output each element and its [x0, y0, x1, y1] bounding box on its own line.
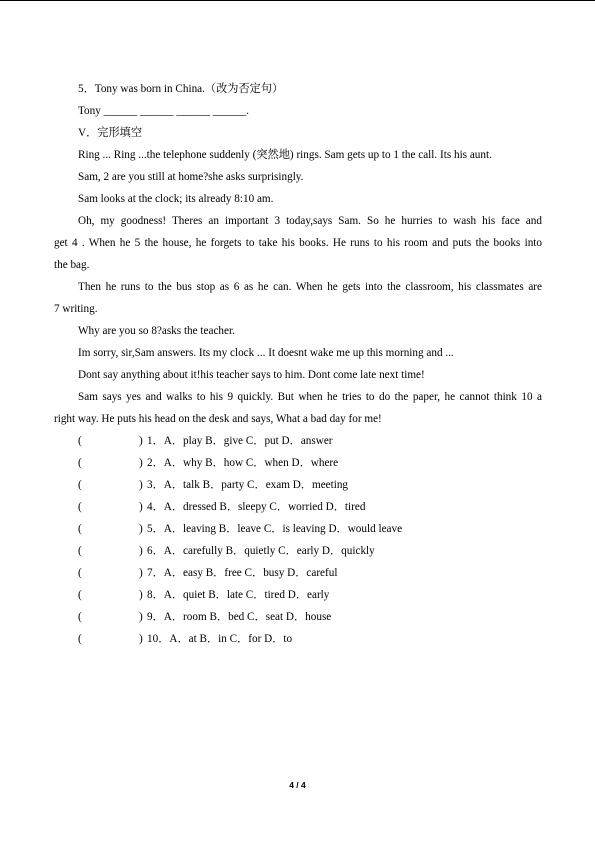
- answer-bracket-close: ): [139, 545, 143, 557]
- passage-line: get 4 . When he 5 the house, he forgets to take his books. He runs to his room and puts the books into: [54, 237, 542, 249]
- option-text: 4．A．dressed B．sleepy C．worried D．tired: [147, 501, 366, 513]
- top-rule: [0, 0, 595, 1]
- passage-line: Why are you so 8?asks the teacher.: [78, 325, 235, 337]
- answer-bracket-close: ): [139, 589, 143, 601]
- answer-bracket-open: (: [78, 523, 82, 535]
- answer-bracket-close: ): [139, 611, 143, 623]
- answer-option-row: [54, 474, 542, 496]
- answer-bracket-close: ): [139, 435, 143, 447]
- question-5-prompt: 5．Tony was born in China.（改为否定句）: [78, 83, 284, 95]
- option-text: 10．A．at B．in C．for D．to: [147, 633, 293, 645]
- option-text: 3．A．talk B．party C．exam D．meeting: [147, 479, 349, 491]
- answer-bracket-close: ): [139, 633, 143, 645]
- passage-line: Sam, 2 are you still at home?she asks surprisingly.: [78, 171, 304, 183]
- answer-option-row: [54, 518, 542, 540]
- passage-line: the bag.: [54, 259, 90, 271]
- passage-line: Oh, my goodness! Theres an important 3 today,says Sam. So he hurries to wash his face and: [78, 215, 542, 227]
- answer-bracket-close: ): [139, 567, 143, 579]
- answer-bracket-open: (: [78, 567, 82, 579]
- answer-bracket-open: (: [78, 589, 82, 601]
- option-text: 5．A．leaving B．leave C．is leaving D．would leave: [147, 523, 403, 535]
- answer-bracket-open: (: [78, 545, 82, 557]
- passage-line: Then he runs to the bus stop as 6 as he can. When he gets into the classroom, his classmates are: [78, 281, 542, 293]
- option-text: 6．A．carefully B．quietly C．early D．quickly: [147, 545, 375, 557]
- answer-option-row: [54, 430, 542, 452]
- answer-option-row: [54, 606, 542, 628]
- answer-bracket-open: (: [78, 457, 82, 469]
- option-text: 7．A．easy B．free C．busy D．careful: [147, 567, 338, 579]
- answer-bracket-close: ): [139, 501, 143, 513]
- answer-option-row: [54, 562, 542, 584]
- passage-line: Dont say anything about it!his teacher says to him. Dont come late next time!: [78, 369, 425, 381]
- option-text: 9．A．room B．bed C．seat D．house: [147, 611, 332, 623]
- answer-bracket-close: ): [139, 479, 143, 491]
- answer-option-row: [54, 628, 542, 650]
- passage-line: Im sorry, sir,Sam answers. Its my clock ... It doesnt wake me up this morning and ...: [78, 347, 454, 359]
- page-number: 4 / 4: [289, 780, 306, 790]
- answer-bracket-close: ): [139, 523, 143, 535]
- question-5-answer-blanks: Tony ______ ______ ______ ______.: [78, 105, 250, 117]
- option-text: 8．A．quiet B．late C．tired D．early: [147, 589, 330, 601]
- answer-bracket-open: (: [78, 501, 82, 513]
- passage-line: Sam looks at the clock; its already 8:10 am.: [78, 193, 274, 205]
- option-text: 2．A．why B．how C．when D．where: [147, 457, 339, 469]
- passage-line: right way. He puts his head on the desk and says, What a bad day for me!: [54, 413, 382, 425]
- answer-bracket-close: ): [139, 457, 143, 469]
- answer-bracket-open: (: [78, 633, 82, 645]
- answer-option-row: [54, 584, 542, 606]
- answer-bracket-open: (: [78, 479, 82, 491]
- document-body: [54, 78, 542, 650]
- passage-line: 7 writing.: [54, 303, 98, 315]
- answer-option-row: [54, 496, 542, 518]
- answer-option-row: [54, 452, 542, 474]
- passage-line: Ring ... Ring ...the telephone suddenly (突然地) rings. Sam gets up to 1 the call. Its his aunt.: [78, 149, 492, 161]
- passage-line: Sam says yes and walks to his 9 quickly. But when he tries to do the paper, he cannot think 10 a: [78, 391, 542, 403]
- answer-option-row: [54, 540, 542, 562]
- section-heading-cloze: V．完形填空: [78, 127, 143, 139]
- option-text: 1．A．play B．give C．put D．answer: [147, 435, 333, 447]
- answer-bracket-open: (: [78, 611, 82, 623]
- answer-bracket-open: (: [78, 435, 82, 447]
